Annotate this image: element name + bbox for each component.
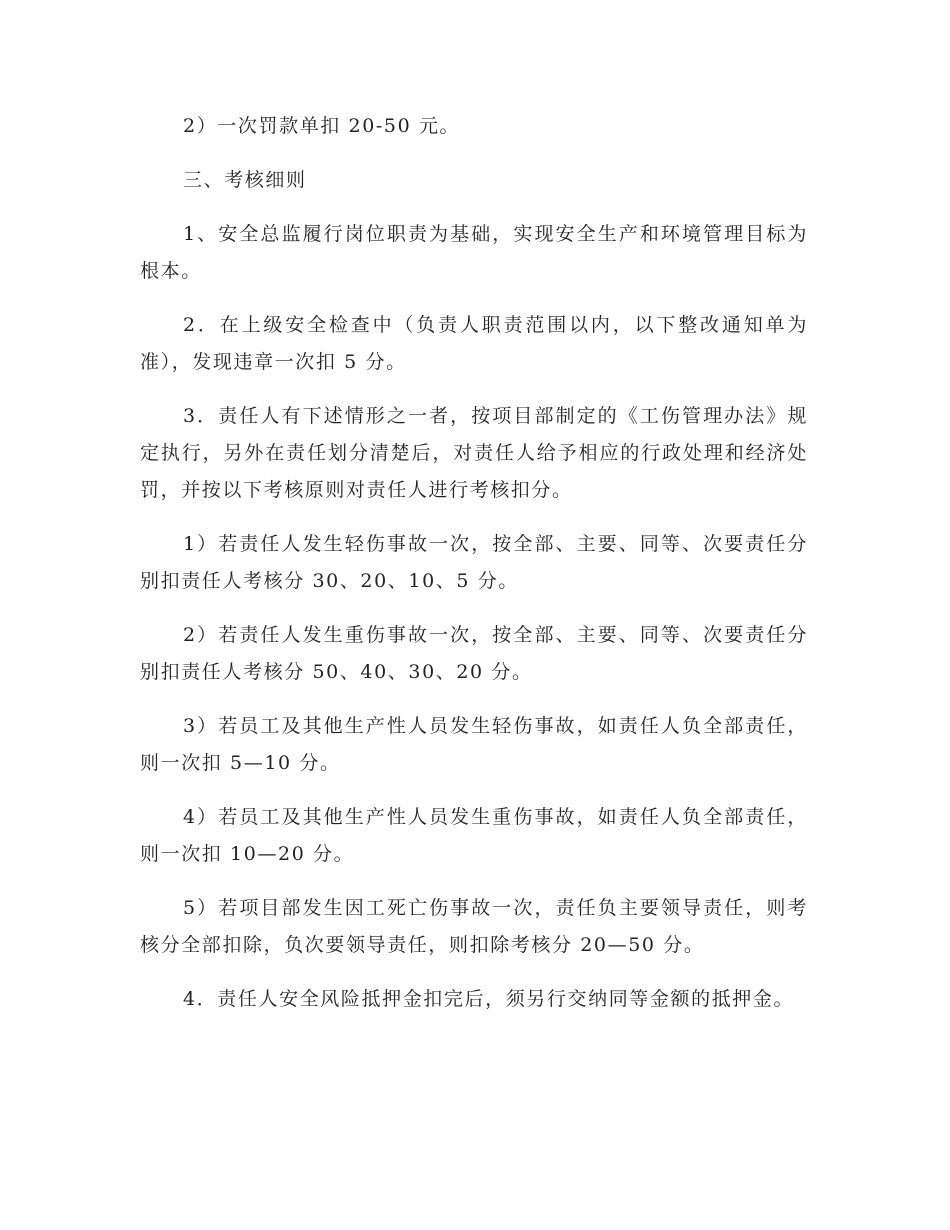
paragraph-fine-rule: 2）一次罚款单扣 20-50 元。 bbox=[183, 115, 461, 137]
paragraph-subitem-minor-injury: 1）若责任人发生轻伤事故一次，按全部、主要、同等、次要责任分别扣责任人考核分 30、20、10、5 分。 bbox=[140, 533, 808, 592]
paragraph-subitem-serious-injury: 2）若责任人发生重伤事故一次，按全部、主要、同等、次要责任分别扣责任人考核分 50、40、30、20 分。 bbox=[140, 624, 808, 683]
paragraph-item-2: 2．在上级安全检查中（负责人职责范围以内，以下整改通知单为准），发现违章一次扣 5 分。 bbox=[140, 314, 808, 373]
document-body bbox=[140, 108, 808, 1035]
paragraph-subitem-fatality: 5）若项目部发生因工死亡伤事故一次，责任负主要领导责任，则考核分全部扣除，负次要领导责任，则扣除考核分 20—50 分。 bbox=[140, 897, 808, 956]
paragraph-subitem-staff-serious-injury: 4）若员工及其他生产性人员发生重伤事故，如责任人负全部责任，则一次扣 10—20 分。 bbox=[140, 806, 808, 865]
paragraph-item-1: 1、安全总监履行岗位职责为基础，实现安全生产和环境管理目标为根本。 bbox=[140, 223, 808, 282]
section-heading-assessment-details: 三、考核细则 bbox=[183, 169, 307, 191]
paragraph-item-3: 3．责任人有下述情形之一者，按项目部制定的《工伤管理办法》规定执行，另外在责任划分清楚后，对责任人给予相应的行政处理和经济处罚，并按以下考核原则对责任人进行考核扣分。 bbox=[140, 405, 808, 501]
paragraph-item-4: 4．责任人安全风险抵押金扣完后，须另行交纳同等金额的抵押金。 bbox=[183, 988, 795, 1010]
paragraph-subitem-staff-minor-injury: 3）若员工及其他生产性人员发生轻伤事故，如责任人负全部责任，则一次扣 5—10 分。 bbox=[140, 715, 808, 774]
